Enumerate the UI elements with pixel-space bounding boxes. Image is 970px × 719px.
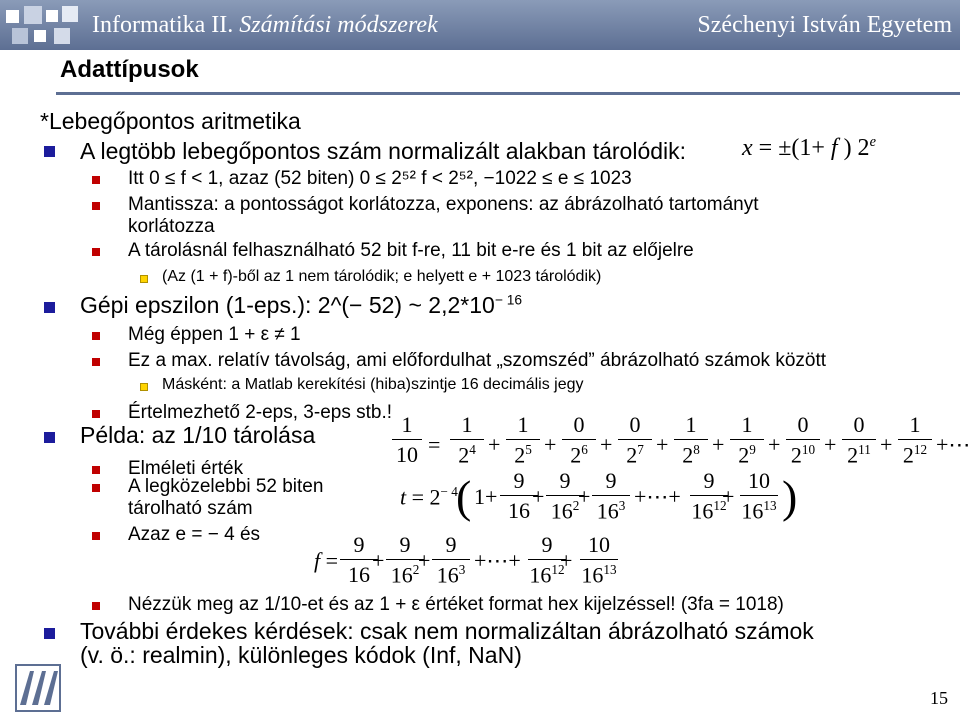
plus-sign: + [824,432,837,457]
plus-sign: + [372,548,385,573]
university-logo [10,661,66,715]
plus-sign: + [560,548,573,573]
mantissa-line-cont: korlátozza [128,216,215,237]
so-e-line: Azaz e = − 4 és [128,524,261,545]
more-line: További érdekes kérdések: csak nem normalizáltan ábrázolható számok [80,618,814,644]
plus-sign: +⋯ [936,432,970,457]
bullet-icon [92,358,100,366]
header-bar [0,0,960,50]
look-line: Nézzük meg az 1/10-et és az 1 + ε értéket format hex kijelzéssel! (3fa = 1018) [128,594,784,615]
max-rel-line: Ez a max. relatív távolság, ami előfordulhat „szomszéd” ábrázolható számok között [128,350,827,371]
page-number: 15 [930,688,948,708]
bullet-icon [44,302,55,313]
bullet-icon [92,248,100,256]
bullet-icon [92,602,100,610]
equals-sign: = [428,432,441,457]
plus-sign: + [712,432,725,457]
f-term: $\frac{9}{16^{12}}$ [529,532,565,588]
series-term: $\frac{1}{2^9}$ [730,412,764,468]
storage-sub-line: (Az (1 + f)-ből az 1 nem tárolódik; e helyett e + 1023 tárolódik) [162,268,602,285]
bullet-icon [140,275,148,283]
course-title: Informatika II. Számítási módszerek [92,12,438,38]
plus-sign: + [418,548,431,573]
formula-x: x = ±(1+ f ) 2e [742,134,876,161]
series-term: $\frac{0}{2^{11}}$ [842,412,876,468]
storage-line: A tárolásnál felhasználható 52 bit f-re, 11 bit e-re és 1 bit az előjelre [128,240,694,261]
bullet-icon [92,332,100,340]
bullet-icon [92,466,100,474]
closest-line-cont: tárolható szám [128,498,253,519]
f-term: $\frac{9}{16}$ [340,532,378,588]
plus-sign: + [544,432,557,457]
bullet-icon [92,484,100,492]
university-name: Széchenyi István Egyetem [697,12,952,38]
t-term: $\frac{9}{16}$ [500,468,538,524]
f-equals: f = [314,548,339,573]
epsilon-line: Gépi epszilon (1-eps.): 2^(− 52) ~ $2,2*10^{- 16}$ [80,292,523,318]
t-term: $\frac{9}{16^3}$ [592,468,630,524]
just-line: Még éppen 1 + ε ≠ 1 [128,324,301,345]
series-term: $\frac{1}{2^5}$ [506,412,540,468]
title-divider [56,92,960,95]
bullet-icon [92,532,100,540]
series-term: $\frac{1}{2^4}$ [450,412,484,468]
series-term: $\frac{0}{2^{10}}$ [786,412,820,468]
bullet-icon [44,628,55,639]
t-term: $\frac{10}{16^{13}}$ [741,468,777,524]
t-term: $\frac{9}{16^2}$ [546,468,584,524]
bullet-icon [44,432,55,443]
f-term: $\frac{10}{16^{13}}$ [581,532,617,588]
f-term: $\frac{9}{16^3}$ [432,532,470,588]
one-plus: 1+ [474,484,498,509]
fraction-1-10: $\frac{1}{10}$ [392,412,422,468]
example-line: Példa: az 1/10 tárolása [80,422,316,448]
t-equals: $t = 2^{- 4}$ [400,484,458,510]
f-term: $\frac{9}{16^2}$ [386,532,424,588]
theoretical-line: Elméleti érték [128,458,244,479]
bullet-icon [92,176,100,184]
matlab-line: Másként: a Matlab kerekítési (hiba)szintje 16 decimális jegy [162,376,584,393]
plus-sign: + [768,432,781,457]
right-paren: ) [782,471,798,522]
interpretable-line: Értelmezhető 2-eps, 3-eps stb.! [128,402,393,423]
closest-line: A legközelebbi 52 biten [128,476,324,497]
bullet-icon [44,146,55,157]
range-line: Itt 0 ≤ f < 1, azaz (52 biten) 0 ≤ 2⁵² f < 2⁵², −1022 ≤ e ≤ 1023 [128,168,632,189]
plus-sign: +⋯+ [634,484,681,509]
plus-sign: + [600,432,613,457]
plus-sign: + [880,432,893,457]
decorative-squares [4,6,82,44]
plus-sign: + [722,484,735,509]
plus-sign: +⋯+ [474,548,521,573]
intro-line: *Lebegőpontos aritmetika [40,108,301,134]
series-term: $\frac{1}{2^{12}}$ [898,412,932,468]
plus-sign: + [578,484,591,509]
normalized-line: A legtöbb lebegőpontos szám normalizált alakban tárolódik: [80,138,687,164]
mantissa-line: Mantissza: a pontosságot korlátozza, exponens: az ábrázolható tartományt [128,194,759,215]
plus-sign: + [488,432,501,457]
slide-title: Adattípusok [60,56,199,83]
bullet-icon [92,202,100,210]
series-term: $\frac{1}{2^8}$ [674,412,708,468]
series-term: $\frac{0}{2^6}$ [562,412,596,468]
series-term: $\frac{0}{2^7}$ [618,412,652,468]
plus-sign: + [532,484,545,509]
bullet-icon [140,383,148,391]
bullet-icon [92,410,100,418]
left-paren: ( [456,471,472,522]
plus-sign: + [656,432,669,457]
t-term: $\frac{9}{16^{12}}$ [691,468,727,524]
more-line-cont: (v. ö.: realmin), különleges kódok (Inf, NaN) [80,642,522,668]
